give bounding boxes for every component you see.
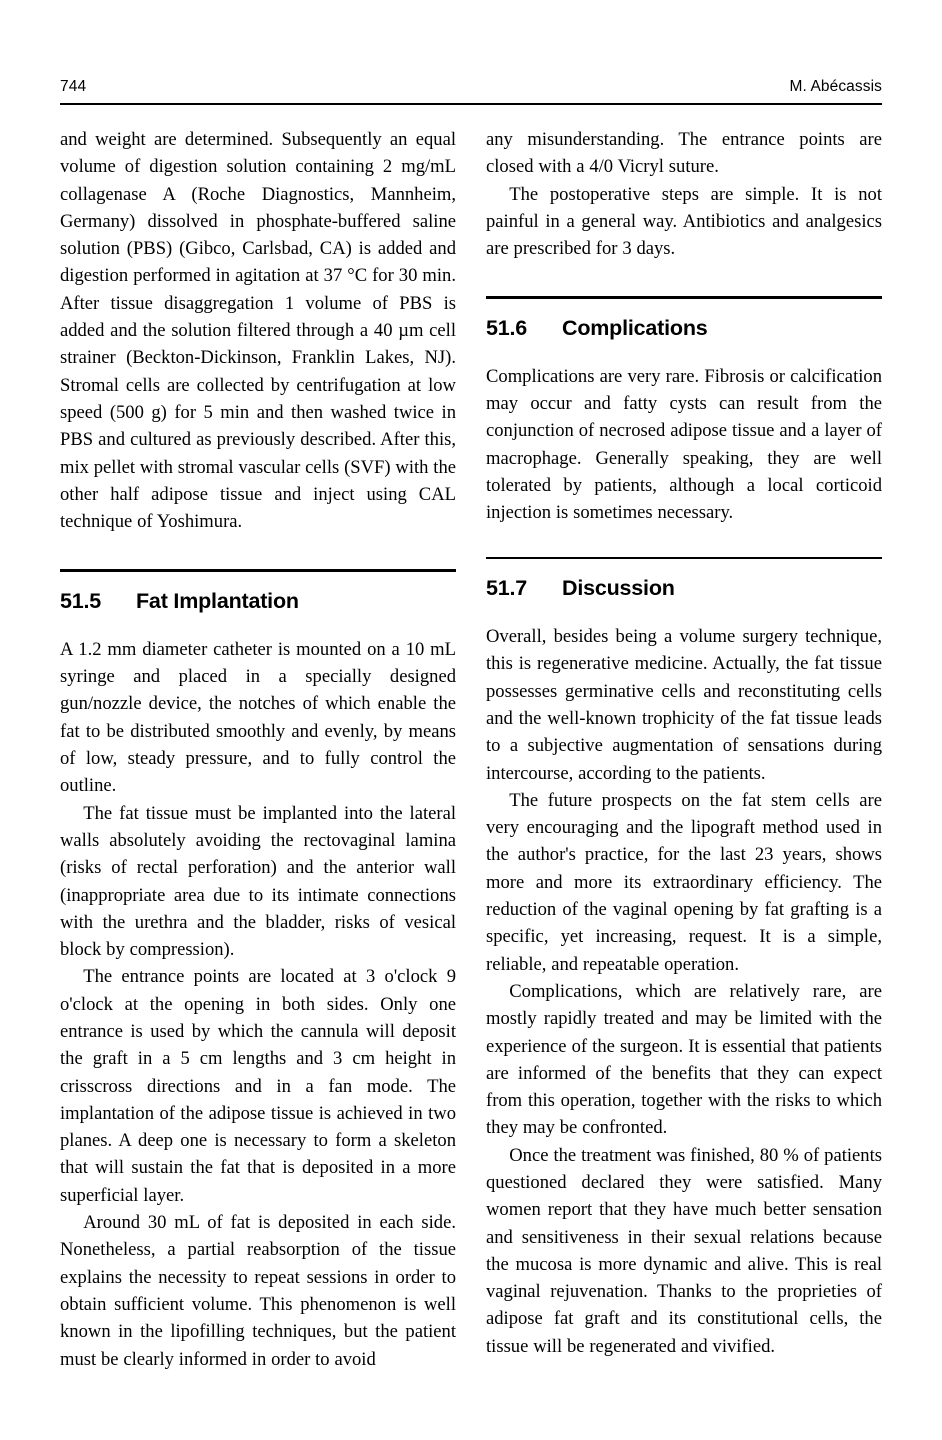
paragraph: any misunderstanding. The entrance points are closed with a 4/0 Vicryl suture. — [486, 129, 882, 178]
paragraph: Once the treatment was finished, 80 % of patients questioned declared they were satisfied. Many women report that they have much better sensation and sensitiveness in their sexual relations because the mucosa is more dynamic and alive. This is real vaginal rejuvenation. Thanks to the proprieties of adipose fat graft and its constitutional cells, the tissue will be regenerated and vivified. — [486, 1144, 882, 1357]
body-columns — [60, 126, 882, 1370]
paragraph: and weight are determined. Subsequently an equal volume of digestion solution containing 2 mg/mL collagenase A (Roche Diagnostics, Mannheim, Germany) dissolved in phosphate-buffered saline solution (PBS) (Gibco, Carlsbad, CA) is added and digestion performed in agitation at 37 °C for 30 min. After tissue disaggregation 1 volume of PBS is added and the solution filtered through a 40 µm cell strainer (Beckton-Dickinson, Franklin Lakes, NJ). Stromal cells are collected by centrifugation at low speed (500 g) for 5 min and then washed twice in PBS and cultured as previously described. After this, mix pellet with stromal vascular cells (SVF) with the other half adipose tissue and inject using CAL technique of Yoshimura. — [60, 129, 457, 533]
right-column — [486, 126, 882, 1357]
paragraph: The fat tissue must be implanted into the lateral walls absolutely avoiding the rectovaginal lamina (risks of rectal perforation) and the anterior wall (inappropriate area due to its intimate connections with the urethra and the bladder, risks of vesical block by compression). — [60, 802, 456, 961]
spacer — [486, 341, 882, 363]
section-51-5 — [60, 569, 456, 613]
section-number: 51.5 — [60, 588, 102, 613]
paragraph: The postoperative steps are simple. It is not painful in a general way. Antibiotics and analgesics are prescribed for 3 days. — [486, 183, 882, 260]
section-51-6 — [486, 296, 882, 340]
spacer — [486, 527, 882, 557]
spacer — [486, 299, 882, 315]
section-heading — [60, 588, 456, 614]
section-51-7 — [486, 557, 882, 601]
running-head-author: M. Abécassis — [789, 78, 882, 95]
section-title: Fat Implantation — [136, 588, 299, 613]
section-number: 51.7 — [486, 576, 528, 601]
section-title: Discussion — [562, 576, 675, 601]
spacer — [60, 572, 456, 588]
spacer — [486, 559, 882, 575]
paragraph: Complications are very rare. Fibrosis or calcification may occur and fatty cysts can result from the conjunction of necrosed adipose tissue and a layer of macrophage. Generally speaking, they are well tolerated by patients, although a local corticoid injection is sometimes necessary. — [486, 365, 882, 524]
spacer — [486, 601, 882, 623]
section-heading — [486, 575, 882, 601]
spacer — [60, 535, 456, 569]
section-heading — [486, 315, 882, 341]
section-number: 51.6 — [486, 315, 528, 340]
paragraph: The entrance points are located at 3 o'clock 9 o'clock at the opening in both sides. Only one entrance is used by which the cannula will deposit the graft in a 5 cm lengths and 3 cm height in crisscross directions and in a fan mode. The implantation of the adipose tissue is achieved in two planes. A deep one is necessary to form a skeleton that will sustain the fat that is deposited in a more superficial layer. — [60, 966, 456, 1206]
paragraph: Around 30 mL of fat is deposited in each side. Nonetheless, a partial reabsorption of the tissue explains the necessity to repeat sessions in order to obtain sufficient volume. This phenomenon is well known in the lipofilling techniques, but the patient must be clearly informed in order to avoid — [60, 1212, 456, 1370]
paragraph: The future prospects on the fat stem cells are very encouraging and the lipograft method used in the author's practice, for the last 23 years, shows more and more its extraordinary efficiency. The reduction of the vaginal opening by fat grafting is a specific, yet increasing, request. It is a simple, reliable, and repeatable operation. — [486, 789, 882, 975]
left-column — [60, 126, 457, 1370]
paragraph: A 1.2 mm diameter catheter is mounted on a 10 mL syringe and placed in a specially designed gun/nozzle device, the notches of which enable the fat to be distributed smoothly and evenly, by means of low, steady pressure, and to fully control the outline. — [60, 638, 456, 797]
spacer — [486, 262, 882, 296]
paragraph: Overall, besides being a volume surgery technique, this is regenerative medicine. Actually, the fat tissue possesses germinative cells and reconstituting cells and the well-known trophicity of the fat tissue leads to a subjective augmentation of sensations during intercourse, according to the patients. — [486, 626, 882, 784]
paragraph: Complications, which are relatively rare, are mostly rapidly treated and may be limited with the experience of the surgeon. It is essential that patients are informed of the benefits that they can expect from this operation, together with the risks to which they may be confronted. — [486, 980, 882, 1139]
page-number: 744 — [60, 78, 87, 95]
header-rule — [60, 103, 882, 105]
section-title: Complications — [562, 315, 708, 340]
running-head — [60, 70, 882, 96]
spacer — [60, 614, 456, 636]
